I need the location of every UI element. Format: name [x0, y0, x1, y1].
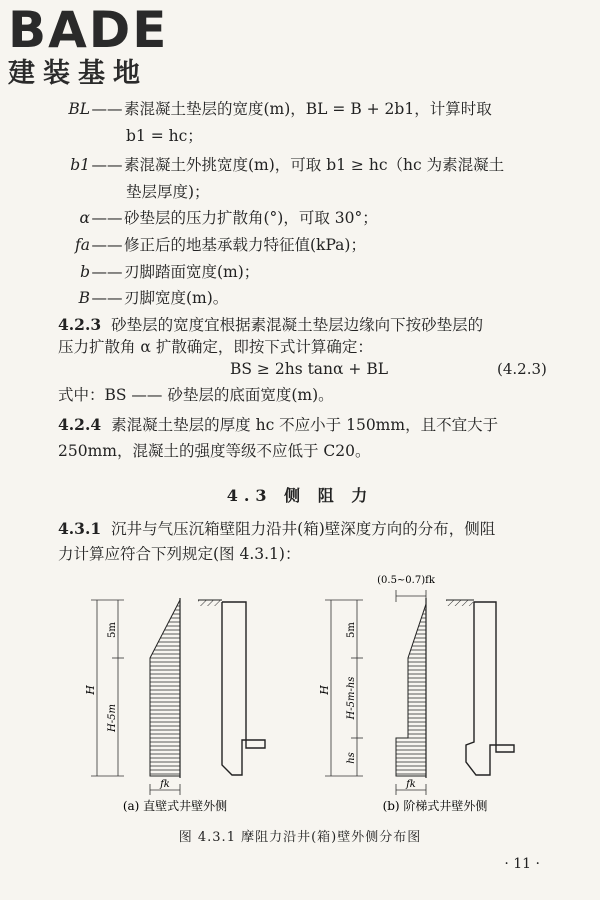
- definition-row: B——刃脚宽度(m)。: [44, 287, 228, 309]
- dim-H5m-a: H-5m: [107, 704, 118, 732]
- clause-4-2-3: 4.2.3 砂垫层的宽度宜根据素混凝土垫层边缘向下按砂垫层的: [58, 315, 484, 334]
- definition-symbol: b1: [70, 156, 90, 174]
- dim-H5mhs-b: H-5m-hs: [346, 676, 357, 720]
- definition-text: 刃脚宽度(m)。: [124, 289, 229, 307]
- definition-text: 砂垫层的压力扩散角(°)，可取 30°；: [124, 209, 378, 227]
- logo-subtitle: 建装基地: [8, 58, 148, 89]
- definition-row: BL——素混凝土垫层的宽度(m)，BL = B + 2b1，计算时取: [44, 98, 492, 120]
- logo-brand: BADE: [8, 1, 169, 59]
- formula-4-2-3: BS ≥ 2hs tanα + BL: [230, 360, 389, 378]
- definition-row: fa——修正后的地基承载力特征值(kPa)；: [44, 234, 366, 256]
- figure-b-label: (b) 阶梯式井壁外侧: [382, 799, 488, 813]
- clause-number: 4.2.4: [58, 415, 102, 434]
- formula-where: 式中：BS —— 砂垫层的底面宽度(m)。: [58, 386, 334, 404]
- clause-4-3-1-line2: 力计算应符合下列规定(图 4.3.1)：: [58, 545, 301, 563]
- figure-b-diagram: [318, 575, 514, 795]
- definition-text: 修正后的地基承载力特征值(kPa)；: [124, 236, 366, 254]
- section-title: 4.3 侧 阻 力: [226, 486, 374, 505]
- definition-symbol: B: [78, 289, 90, 307]
- clause-number: 4.3.1: [58, 519, 102, 538]
- page-number: · 11 ·: [504, 856, 540, 872]
- formula-number: (4.2.3): [497, 360, 547, 378]
- figure-a-label: (a) 直壁式井壁外侧: [122, 799, 228, 813]
- top-dim-label: (0.5~0.7)fk: [377, 575, 435, 586]
- definition-symbol: α: [79, 209, 90, 227]
- clause-number: 4.2.3: [58, 315, 102, 334]
- dim-H-a: H: [84, 685, 97, 695]
- dim-5m-b: 5m: [346, 622, 357, 638]
- dim-5m-a: 5m: [107, 622, 118, 638]
- dim-hs-b: hs: [346, 752, 357, 764]
- clause-4-2-3-line2: 压力扩散角 α 扩散确定，即按下式计算确定：: [58, 338, 373, 356]
- clause-4-3-1: 4.3.1 沉井与气压沉箱壁阻力沿井(箱)壁深度方向的分布，侧阻: [58, 519, 496, 538]
- fk-label-a: fk: [160, 779, 170, 790]
- fk-label-b: fk: [406, 779, 416, 790]
- figure-a-diagram: [84, 598, 265, 795]
- dim-H-b: H: [318, 685, 331, 695]
- definition-text: 刃脚踏面宽度(m)；: [124, 263, 260, 281]
- definition-row: α——砂垫层的压力扩散角(°)，可取 30°；: [44, 207, 378, 229]
- definition-text: 素混凝土垫层的宽度(m)，BL = B + 2b1，计算时取: [124, 100, 492, 118]
- definition-symbol: BL: [68, 100, 90, 118]
- definition-symbol: fa: [75, 236, 90, 254]
- definition-symbol: b: [80, 263, 90, 281]
- clause-4-2-4-line2: 250mm，混凝土的强度等级不应低于 C20。: [58, 442, 371, 460]
- definition-text: 素混凝土外挑宽度(m)，可取 b1 ≥ hc（hc 为素混凝土: [124, 156, 505, 174]
- definition-continuation: b1 = hc；: [126, 127, 203, 145]
- clause-4-2-4: 4.2.4 素混凝土垫层的厚度 hc 不应小于 150mm，且不宜大于: [58, 415, 499, 434]
- figure-4-3-1: [0, 560, 600, 822]
- logo: [8, 1, 169, 90]
- definition-continuation: 垫层厚度)；: [126, 183, 210, 201]
- definition-row: b——刃脚踏面宽度(m)；: [44, 261, 259, 283]
- figure-caption: 图 4.3.1 摩阻力沿井(箱)壁外侧分布图: [178, 830, 422, 845]
- definition-row: b1——素混凝土外挑宽度(m)，可取 b1 ≥ hc（hc 为素混凝土: [44, 154, 504, 176]
